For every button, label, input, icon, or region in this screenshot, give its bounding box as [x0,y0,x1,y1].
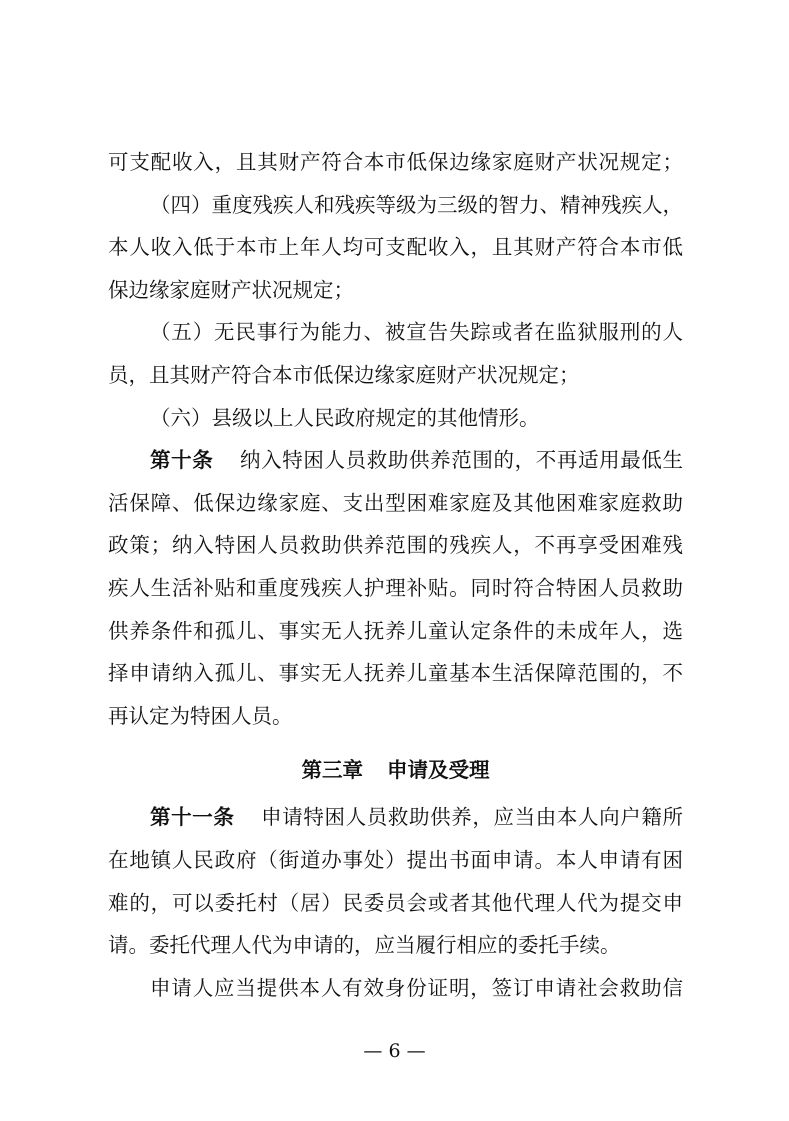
text-line: 供养条件和孤儿、事实无人抚养儿童认定条件的未成年人，选 [108,618,683,643]
article-11-label: 第十一条 [150,805,235,830]
text-line: （五）无民事行为能力、被宣告失踪或者在监狱服刑的人 [150,320,683,345]
article-10-label: 第十条 [150,448,214,473]
text-line: 可支配收入，且其财产符合本市低保边缘家庭财产状况规定； [108,150,683,174]
text-line: 请。委托代理人代为申请的，应当履行相应的委托手续。 [108,933,621,958]
text-line: 再认定为特困人员。 [108,703,293,728]
article-11-first-line [108,796,683,839]
document-body [108,141,683,1009]
text-line: （六）县级以上人民政府规定的其他情形。 [150,405,540,430]
text-line: 疾人生活补贴和重度残疾人护理补贴。同时符合特困人员救助 [108,575,683,600]
text-line: 申请人应当提供本人有效身份证明，签订申请社会救助信 [150,975,683,1000]
text-line: 在地镇人民政府（街道办事处）提出书面申请。本人申请有困 [108,847,683,872]
chapter-heading [108,745,683,796]
text-line: 政策；纳入特困人员救助供养范围的残疾人，不再享受困难残 [108,533,683,558]
text-line: 活保障、低保边缘家庭、支出型困难家庭及其他困难家庭救助 [108,490,683,515]
chapter-number: 第三章 [301,758,363,783]
text-line: （四）重度残疾人和残疾等级为三级的智力、精神残疾人， [150,192,683,217]
text-line: 员，且其财产符合本市低保边缘家庭财产状况规定； [108,362,580,387]
text-line: 难的，可以委托村（居）民委员会或者其他代理人代为提交申 [108,890,683,915]
text-line: 保边缘家庭财产状况规定； [108,277,354,302]
chapter-title: 申请及受理 [387,758,490,783]
text-line: 择申请纳入孤儿、事实无人抚养儿童基本生活保障范围的，不 [108,661,683,686]
text-line: 本人收入低于本市上年人均可支配收入，且其财产符合本市低 [108,235,683,260]
page-number: — 6 — [363,1040,426,1062]
article-10-first-line [108,439,683,482]
text-line: 纳入特困人员救助供养范围的，不再适用最低生 [239,448,683,473]
text-line: 申请特困人员救助供养，应当由本人向户籍所 [260,805,683,830]
